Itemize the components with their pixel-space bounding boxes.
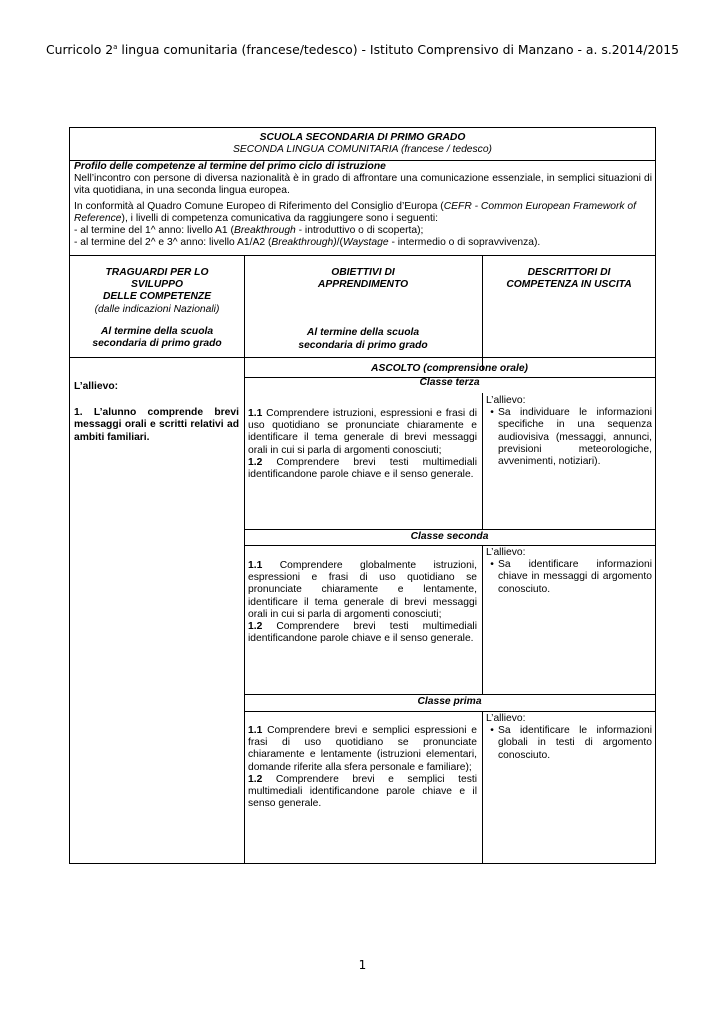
column-header-traguardi: TRAGUARDI PER LO SVILUPPO DELLE COMPETENZE (dalle indicazioni Nazionali) Al termine della scuola secondaria di primo grado [92,267,222,350]
class-seconda-descriptors: L’allievo: • Sa identificare informazioni chiave in messaggi di argomento conosciuto. [486,547,652,595]
class-prima-objectives: 1.1 Comprendere brevi e semplici espressioni e frasi di uso quotidiano se pronunciate chiaramente e lentamente (istruzioni elementari, domande riferite alla sfera personale e familiare); 1.2 Comprendere brevi e semplici testi multimediali identificandone parole chiave e il senso generale. [248,725,477,810]
profile-section [74,161,652,249]
profile-paragraph: Nell’incontro con persone di diversa nazionalità è in grado di affrontare una comunicazione essenziale, in semplici situazioni di vita quotidiana, in una seconda lingua europea. [74,173,652,197]
page-header: Curricolo 2$^a$ lingua comunitaria (francese/tedesco) - Istituto Comprensivo di Manzano - a. s.2014/2015 [45,42,680,57]
traguardi-content [74,381,239,444]
class-terza-descriptors: L’allievo: • Sa individuare le informazioni specifiche in una sequenza audiovisiva (messaggi, annunci, previsioni meteorologiche, avvenimenti, notiziari). [486,395,652,468]
table-title [74,132,651,156]
allievo-label: L’allievo: [74,381,119,392]
subject-title: SECONDA LINGUA COMUNITARIA (francese / tedesco) [232,144,492,156]
level-year2-3: - al termine del 2^ e 3^ anno: livello A1/A2 (Breakthrough)/(Waystage - intermedio o di sopravvivenza). [74,237,541,249]
class-seconda-objectives: 1.1 Comprendere globalmente istruzioni, espressioni e frasi di uso quotidiano se pronunciate chiaramente e lentamente, identificare il tema generale di brevi messaggi orali in cui si parla di argomenti conosciuti; 1.2 Comprendere brevi testi multimediali identificandone parole chiave e il senso generale. [248,560,477,645]
level-year1: - al termine del 1^ anno: livello A1 (Breakthrough - introduttivo o di scoperta); [74,225,424,237]
class-prima-heading: Classe prima [417,696,482,707]
traguardo-1: 1. L’alunno comprende brevi messaggi orali e scritti relativi ad ambiti familiari. [74,407,239,443]
profile-heading: Profilo delle competenze al termine del primo ciclo di istruzione [74,161,386,172]
class-terza-objectives: 1.1 Comprendere istruzioni, espressioni e frasi di uso quotidiano se pronunciate chiaramente e identificare il tema generale di brevi messaggi orali in cui si parla di argomenti conosciuti; 1.2 Comprendere brevi testi multimediali identificandone parole chiave e il senso generale. [248,408,477,481]
class-terza-heading: Classe terza [419,377,480,388]
bullet-icon: • [490,407,494,419]
bullet-icon: • [490,725,494,737]
school-level-title: SCUOLA SECONDARIA DI PRIMO GRADO [259,132,466,143]
curriculum-table [69,127,656,864]
cefr-paragraph: In conformità al Quadro Comune Europeo di Riferimento del Consiglio d’Europa (CEFR - Common European Framework of Reference), i livelli di competenza comunicativa da raggiungere sono i seguenti: [74,200,637,224]
section-ascolto: ASCOLTO (comprensione orale) [371,363,528,374]
class-prima-descriptors: L’allievo: • Sa identificare le informazioni globali in testi di argomento conosciuto. [486,713,652,761]
column-header-descrittori: DESCRITTORI DI COMPETENZA IN USCITA [506,267,632,291]
column-header-obiettivi: OBIETTIVI DI APPRENDIMENTO Al termine della scuola secondaria di primo grado [298,267,428,351]
page-number: 1 [358,958,367,972]
bullet-icon: • [490,559,494,571]
class-seconda-heading: Classe seconda [410,531,489,542]
